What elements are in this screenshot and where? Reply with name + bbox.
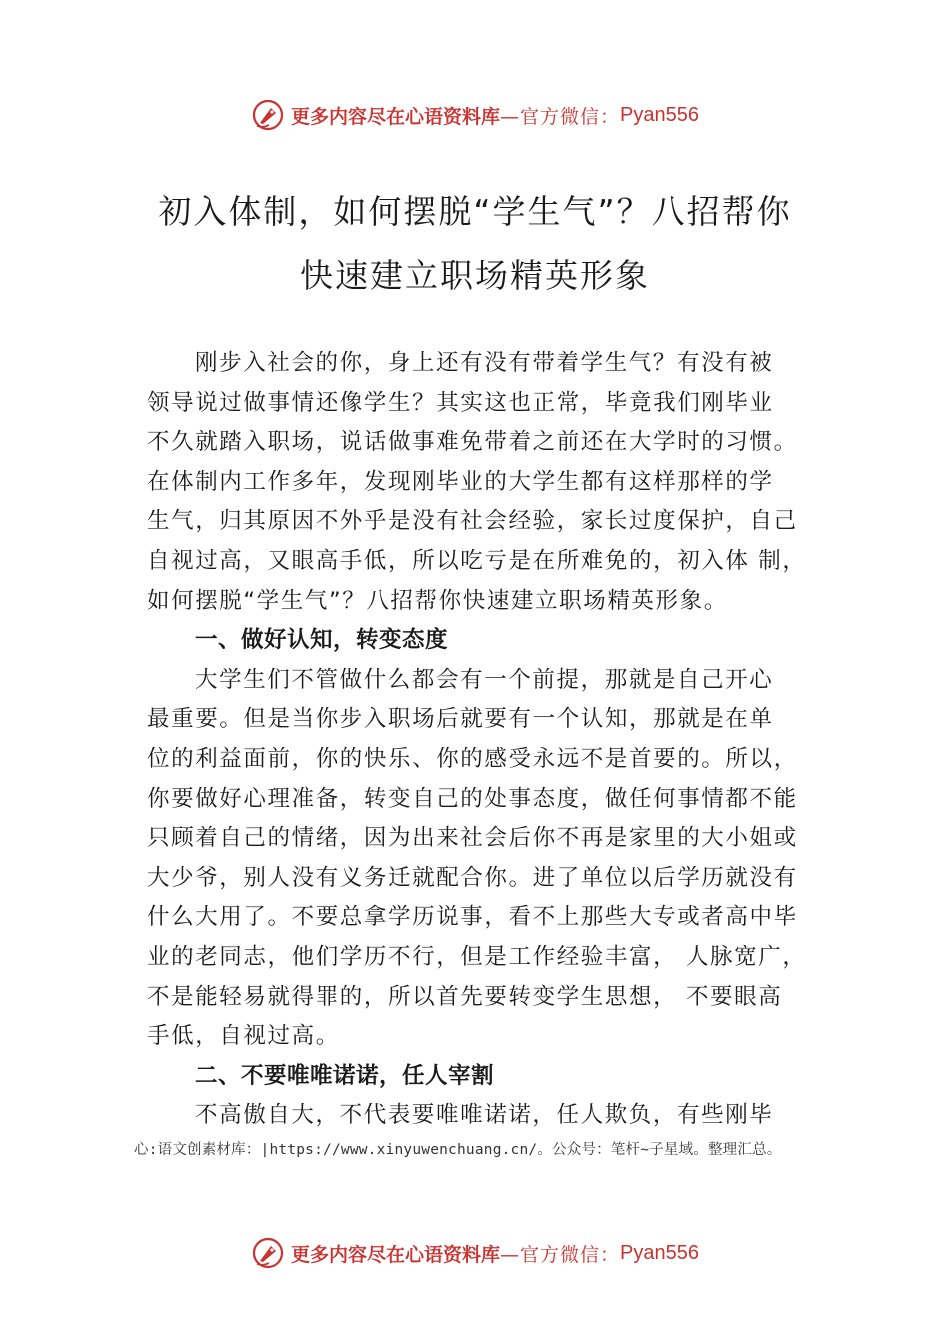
paragraph-line: 在体制内工作多年，发现刚毕业的大学生都有这样那样的学	[147, 468, 774, 495]
pen-nib-logo-icon	[251, 98, 285, 132]
banner-sub-text: —官方微信：	[500, 105, 621, 128]
bottom-banner	[0, 1233, 950, 1273]
paragraph-line: 刚步入社会的你，身上还有没有带着学生气？有没有被	[195, 350, 774, 376]
paragraph-line: 业的老同志，他们学历不行，但是工作经验丰富， 人脉宽广，	[147, 943, 807, 970]
top-banner	[0, 95, 950, 135]
section-heading-1: 一、做好认知，转变态度	[195, 627, 449, 654]
paragraph-line: 最重要。但是当你步入职场后就要有一个认知，那就是在单	[147, 706, 774, 733]
paragraph-line: 只顾着自己的情绪，因为出来社会后你不再是家里的大小姐或	[147, 825, 798, 852]
banner-handle: Pyan556	[620, 1241, 699, 1264]
paragraph-line: 你要做好心理准备，转变自己的处事态度，做任何事情都不能	[147, 785, 798, 812]
page-title-line-1: 初入体制，如何摆脱“学生气”？八招帮你	[158, 192, 792, 231]
paragraph-line: 什么大用了。不要总拿学历说事，看不上那些大专或者高中毕	[147, 904, 798, 931]
paragraph-line: 大少爷，别人没有义务迁就配合你。进了单位以后学历就没有	[147, 864, 798, 891]
paragraph-line: 手低，自视过高。	[147, 1023, 340, 1050]
banner-main-text: 更多内容尽在心语资料库	[291, 105, 501, 128]
section-heading-2: 二、不要唯唯诺诺，任人宰割	[195, 1062, 495, 1089]
paragraph-line: 不久就踏入职场，说话做事难免带着之前还在大学时的习惯。	[147, 429, 798, 456]
article-body	[147, 344, 827, 1136]
paragraph-line: 位的利益面前，你的快乐、你的感受永远不是首要的。所以，	[147, 745, 798, 772]
paragraph-line: 如何摆脱“学生气”？八招帮你快速建立职场精英形象。	[147, 587, 728, 614]
paragraph-line: 自视过高，又眼高手低，所以吃亏是在所难免的，初入体 制，	[147, 547, 807, 574]
banner-handle: Pyan556	[620, 103, 699, 126]
paragraph-line: 大学生们不管做什么都会有一个前提，那就是自己开心	[195, 666, 774, 693]
pen-nib-logo-icon	[251, 1236, 285, 1270]
paragraph-line: 生气，归其原因不外乎是没有社会经验，家长过度保护，自己	[147, 508, 798, 535]
banner-sub-text: —官方微信：	[500, 1243, 621, 1266]
paragraph-line: 不是能轻易就得罪的，所以首先要转变学生思想， 不要眼高	[147, 983, 783, 1010]
page-title-line-2: 快速建立职场精英形象	[300, 256, 650, 295]
banner-main-text: 更多内容尽在心语资料库	[291, 1243, 501, 1266]
paragraph-line: 不高傲自大，不代表要唯唯诺诺，任人欺负，有些刚毕	[195, 1102, 774, 1129]
source-footer-note: 心:语文创素材库：|https://www.xinyuwenchuang.cn/。公众号：笔杆~子星域。整理汇总。	[134, 1142, 782, 1158]
paragraph-line: 领导说过做事情还像学生？其实这也正常，毕竟我们刚毕业	[147, 389, 774, 416]
